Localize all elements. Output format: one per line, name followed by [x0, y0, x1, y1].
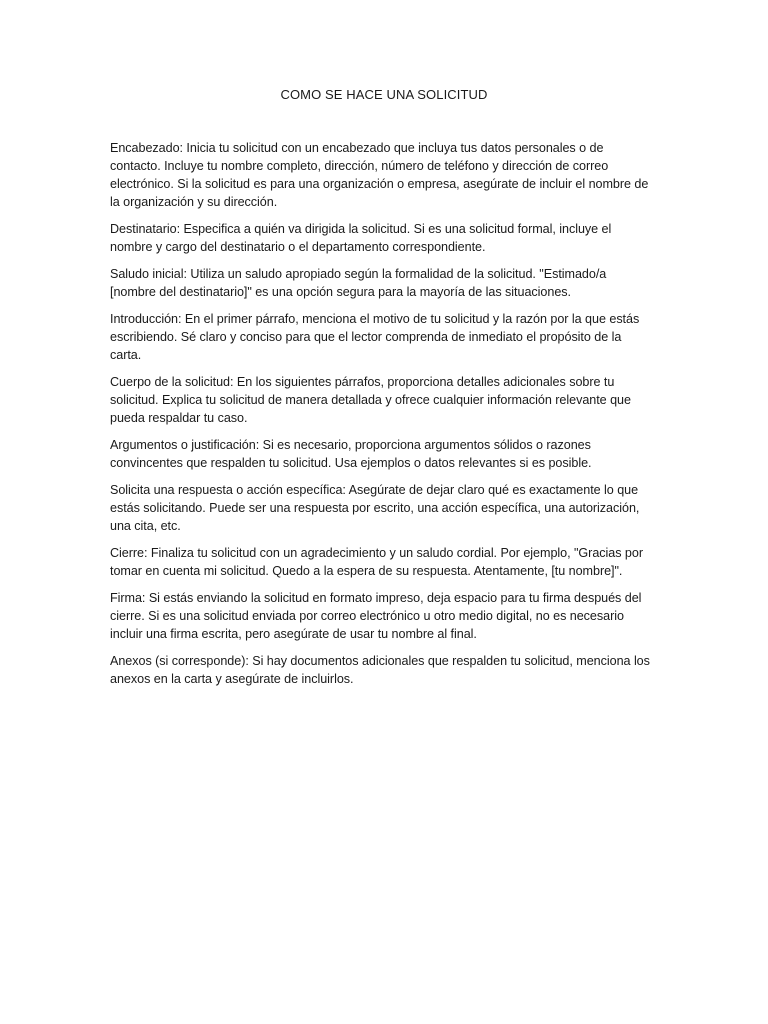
paragraph-argumentos: Argumentos o justificación: Si es necesario, proporciona argumentos sólidos o razones convincentes que respalden tu solicitud. Usa ejemplos o datos relevantes si es posible. — [110, 438, 592, 470]
paragraph-saludo-inicial: Saludo inicial: Utiliza un saludo apropiado según la formalidad de la solicitud. "Estimado/a [nombre del destinatario]" es una opción segura para la mayoría de las situaciones. — [110, 267, 607, 299]
paragraph-encabezado: Encabezado: Inicia tu solicitud con un encabezado que incluya tus datos personales o de contacto. Incluye tu nombre completo, dirección, número de teléfono y dirección de correo electrónico. Si la solicitud es para una organización o empresa, asegúrate de incluir el nombre de la organización y su dirección. — [110, 141, 649, 209]
paragraph-destinatario: Destinatario: Especifica a quién va dirigida la solicitud. Si es una solicitud formal, incluye el nombre y cargo del destinatario o el departamento correspondiente. — [110, 222, 612, 254]
paragraph-introduccion: Introducción: En el primer párrafo, menciona el motivo de tu solicitud y la razón por la que estás escribiendo. Sé claro y conciso para que el lector comprenda de inmediato el propósito de la carta. — [110, 312, 640, 362]
paragraph-anexos: Anexos (si corresponde): Si hay documentos adicionales que respalden tu solicitud, menciona los anexos en la carta y asegúrate de incluirlos. — [110, 654, 650, 686]
paragraph-solicita-respuesta: Solicita una respuesta o acción específica: Asegúrate de dejar claro qué es exactamente lo que estás solicitando. Puede ser una respuesta por escrito, una acción específica, una autorización, una cita, etc. — [110, 483, 640, 533]
paragraph-firma: Firma: Si estás enviando la solicitud en formato impreso, deja espacio para tu firma después del cierre. Si es una solicitud enviada por correo electrónico u otro medio digital, no es necesario incluir una firma escrita, pero asegúrate de usar tu nombre al final. — [110, 591, 642, 641]
paragraph-cuerpo: Cuerpo de la solicitud: En los siguientes párrafos, proporciona detalles adicionales sobre tu solicitud. Explica tu solicitud de manera detallada y ofrece cualquier información relevante que pueda respaldar tu caso. — [110, 375, 631, 425]
document-body — [110, 139, 655, 697]
paragraph-cierre: Cierre: Finaliza tu solicitud con un agradecimiento y un saludo cordial. Por ejemplo, "Gracias por tomar en cuenta mi solicitud. Quedo a la espera de su respuesta. Atentamente, [tu nombre]". — [110, 546, 643, 578]
document-title: COMO SE HACE UNA SOLICITUD — [280, 87, 488, 102]
